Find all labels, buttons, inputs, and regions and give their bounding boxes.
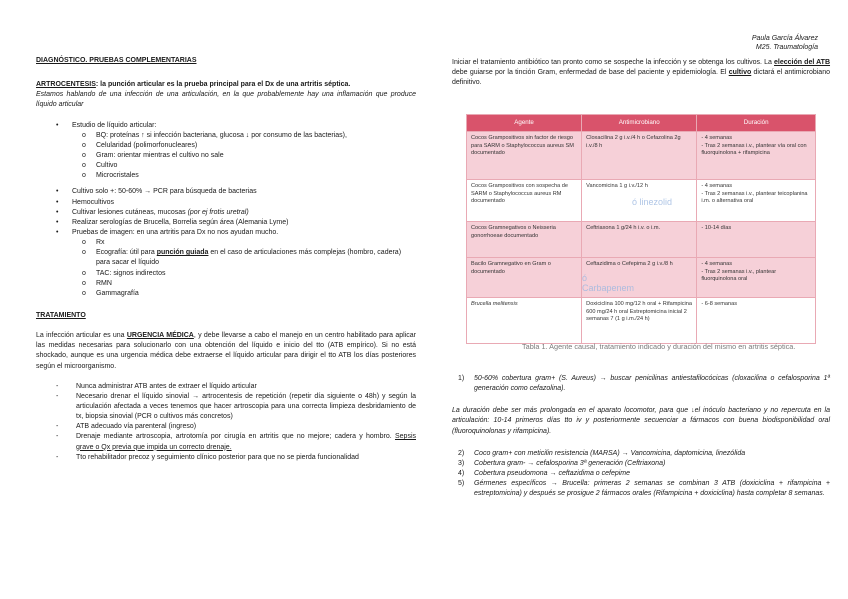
cultivar-text: Cultivar lesiones cutáneas, mucosas (72, 208, 186, 216)
imagen-label: Pruebas de imagen: en una artritis para Dx no nos ayudan mucho. (72, 228, 279, 236)
list-item: o BQ: proteínas ↑ si infección bacteriana, glucosa ↓ por consumo de las bacterias), (72, 131, 416, 141)
col-header-duracion: Duración (697, 115, 816, 132)
list-item (452, 449, 830, 459)
intro-text: Iniciar el tratamiento antibiótico tan pronto como se sospeche la infección y se obtenga los cultivos. La (452, 59, 775, 66)
left-column (36, 56, 416, 463)
cell-dur: - 6-8 semanas (697, 298, 816, 344)
watermark-o: ó (582, 273, 588, 283)
cell-dur: - 4 semanas - Tras 2 semanas i.v., plantear vía oral con fluorquinolona + rifampicina (697, 132, 816, 180)
cell-anti: Ceftriaxona 1 g/24 h i.v. o i.m. (582, 222, 697, 258)
eco-underlined: punción guiada (156, 249, 209, 257)
item-text: Cobertura gram- → cefalosporina 3ª generación (Ceftriaxona) (474, 459, 666, 467)
intro-paragraph (452, 58, 830, 88)
list-item (36, 432, 416, 452)
table-row (467, 222, 816, 258)
trat-text-rest: , y debe llevarse a cabo el manejo en un centro habilitado para aplicar las medidas necesarias para solucionarlo con una obtención del líquido e inicio del tto (ATB empírico). Si no está shockado, aunque es una urgencia médica debe extraerse el líquido articular para dirigir el tto ATB los días posteriores según el microorganismo. (36, 332, 416, 370)
table-header-row (467, 115, 816, 132)
page-header (752, 34, 818, 52)
duration-paragraph: La duración debe ser más prolongada en el aparato locomotor, para que ↓el inóculo bacteriano y no repercuta en la articulación: 10-14 primeros días tto iv y posteriormente secuenciar a fármacos con buena biodisponibilidad oral (fluoroquinolonas y rifampicina). (452, 407, 830, 435)
notes-block (452, 374, 830, 499)
item-number: 3) (458, 459, 465, 467)
list-item: o Cultivo (72, 161, 416, 171)
item-number: 4) (458, 469, 465, 477)
cell-anti: Vancomicina 1 g i.v./12 h (582, 180, 697, 222)
item-text: Coco gram+ con meticilin resistencia (MARSA) → Vancomicina, daptomicina, linezólida (474, 449, 746, 457)
cultivar-note: (por ej frotis uretral) (187, 208, 249, 216)
cell-anti: Doxiciclina 100 mg/12 h oral + Rifampicina 600 mg/24 h oral Estreptomicina inicial 2 semanas 7 (1 g i.m./24 h) (582, 298, 697, 344)
list-item: • Cultivo solo +: 50-60% → PCR para búsqueda de bacterias (36, 187, 416, 197)
urgencia-medica: URGENCIA MÉDICA (126, 332, 194, 340)
list-item: o RMN (72, 279, 416, 289)
items-list (452, 449, 830, 500)
list-item: - Necesario drenar el líquido sinovial → artrocentesis de repetición (repetir día siguiente o 48h) y según la articulación afectada a veces tenemos que hacer artroscopia para una correcta limpieza desbridamiento de tx, biopsia sinovial (PCR o cultivos más concretos) (36, 392, 416, 422)
cell-agent: Brucella melitensis (467, 298, 582, 344)
intro-text-3: dictará el antimicrobiano definitivo. (452, 69, 830, 87)
item-number: 2) (458, 449, 465, 457)
watermark-carbapenem: Carbapenem (582, 283, 635, 293)
estudio-label: Estudio de líquido articular: (72, 121, 157, 129)
table-row (467, 258, 816, 298)
item-text: Gérmenes específicos → Brucella: primeras 2 semanas se combinan 3 ATB (doxiciclina + rifampicina + estreptomicina) y después se prosigue 2 fármacos orales (Rifampicina + doxiciclina) hasta completar 8 semanas. (474, 480, 830, 498)
item-number: 1) (458, 375, 465, 382)
list-item (452, 374, 830, 394)
treatment-list (36, 382, 416, 463)
cell-anti: Cloxacilina 2 g i.v./4 h o Cefazolina 2g i.v./8 h (582, 132, 697, 180)
cell-dur: - 4 semanas - Tras 2 semanas i.v., plantear teicoplanina i.m. o alternativa oral (697, 180, 816, 222)
antibiotic-table (466, 114, 816, 344)
tratamiento-paragraph (36, 331, 416, 372)
cell-agent: Cocos Grampositivos con sospecha de SARM o Staphylococcus aureus RM documentado (467, 180, 582, 222)
cell-dur: - 4 semanas - Tras 2 semanas i.v., plantear fluorquinolona oral (697, 258, 816, 298)
list-item: • Realizar serologías de Brucella, Borrelia según área (Alemania Lyme) (36, 218, 416, 228)
list-item (36, 208, 416, 218)
artrocentesis-paragraph (36, 80, 416, 90)
list-item: o Gram: orientar mientras el cultivo no sale (72, 151, 416, 161)
cell-agent: Bacilo Gramnegativo en Gram o documentado (467, 258, 582, 298)
table-row (467, 132, 816, 180)
intro-text-2: debe guiarse por la tinción Gram, enfermedad de base del paciente y epidemiología. El (452, 69, 729, 77)
artrocentesis-label: ARTROCENTESIS (36, 81, 96, 89)
list-item (452, 459, 830, 469)
list-item: - ATB adecuado vía parenteral (ingreso) (36, 422, 416, 432)
item-1-list (452, 374, 830, 394)
item-text: 50-60% cobertura gram+ (S. Aureus) → buscar penicilinas antiestafilocócicas (cloxacilina o cefalosporina 1ª generación como cefazolina). (474, 375, 830, 393)
item-text: Cobertura pseudomona → ceftazidima o cefepime (474, 469, 631, 477)
list-item (36, 121, 416, 182)
drenaje-underlined: Sepsis grave o Qx previa que impida un correcto drenaje. (76, 433, 416, 451)
list-item: o Celularidad (polimorfonucleares) (72, 141, 416, 151)
eco-text: Ecografía: útil para (96, 249, 157, 257)
cell-anti: Ceftazidima o Cefepima 2 g i.v./8 h (582, 258, 697, 298)
list-item: • Hemocultivos (36, 198, 416, 208)
list-item (72, 248, 416, 268)
eleccion-atb: elección del ATB (774, 59, 831, 66)
course-name: M25. Traumatología (755, 44, 818, 52)
cell-agent: Cocos Gramnegativos o Neisseria gonorrhoeae documentado (467, 222, 582, 258)
item-number: 5) (458, 480, 465, 488)
artrocentesis-note: Estamos hablando de una infección de una articulación, en la que probablemente hay una inflamación que produce líquido articular (36, 91, 416, 109)
estudio-sublist (72, 131, 416, 182)
cell-agent: Cocos Grampositivos sin factor de riesgo para SARM o Staphylococcus aureus SM documentado (467, 132, 582, 180)
trat-text: La infección articular es una (36, 332, 127, 340)
table-caption: Tabla 1. Agente causal, tratamiento indicado y duración del mismo en artritis séptica. (522, 342, 796, 351)
col-header-antimicrobiano: Antimicrobiano (582, 115, 697, 132)
table-row (467, 298, 816, 344)
list-item: o Microcristales (72, 171, 416, 181)
right-column (452, 58, 830, 88)
tratamiento-heading: TRATAMIENTO (36, 311, 86, 319)
list-item (452, 479, 830, 499)
list-item: o Rx (72, 238, 416, 248)
author-name: Paula García Álvarez (751, 35, 818, 42)
watermark-linezolid: ó linezolid (632, 197, 673, 207)
col-header-agente: Agente (467, 115, 582, 132)
cultivo-word: cultivo (728, 69, 752, 77)
cell-dur: - 10-14 días (697, 222, 816, 258)
list-item: o TAC: signos indirectos (72, 269, 416, 279)
list-item: o Gammagrafía (72, 289, 416, 299)
list-item (452, 469, 830, 479)
diagnostic-list (36, 121, 416, 299)
imagen-sublist (72, 238, 416, 299)
list-item: - Tto rehabilitador precoz y seguimiento clínico posterior para que no se pierda funcionalidad (36, 453, 416, 463)
list-item (36, 228, 416, 299)
drenaje-text: Drenaje mediante artroscopia, artrotomía por cirugía en artritis que no mejore; cadera y hombro. (76, 433, 395, 441)
eco-text-rest: en el caso de articulaciones más complejas (hombro, cadera) para sacar el líquido (96, 249, 402, 267)
diagnostico-heading: DIAGNÓSTICO. PRUEBAS COMPLEMENTARIAS (36, 57, 197, 64)
list-item: - Nunca administrar ATB antes de extraer el líquido articular (36, 382, 416, 392)
artrocentesis-text: : la punción articular es la prueba principal para el Dx de una artritis séptica. (95, 81, 351, 89)
